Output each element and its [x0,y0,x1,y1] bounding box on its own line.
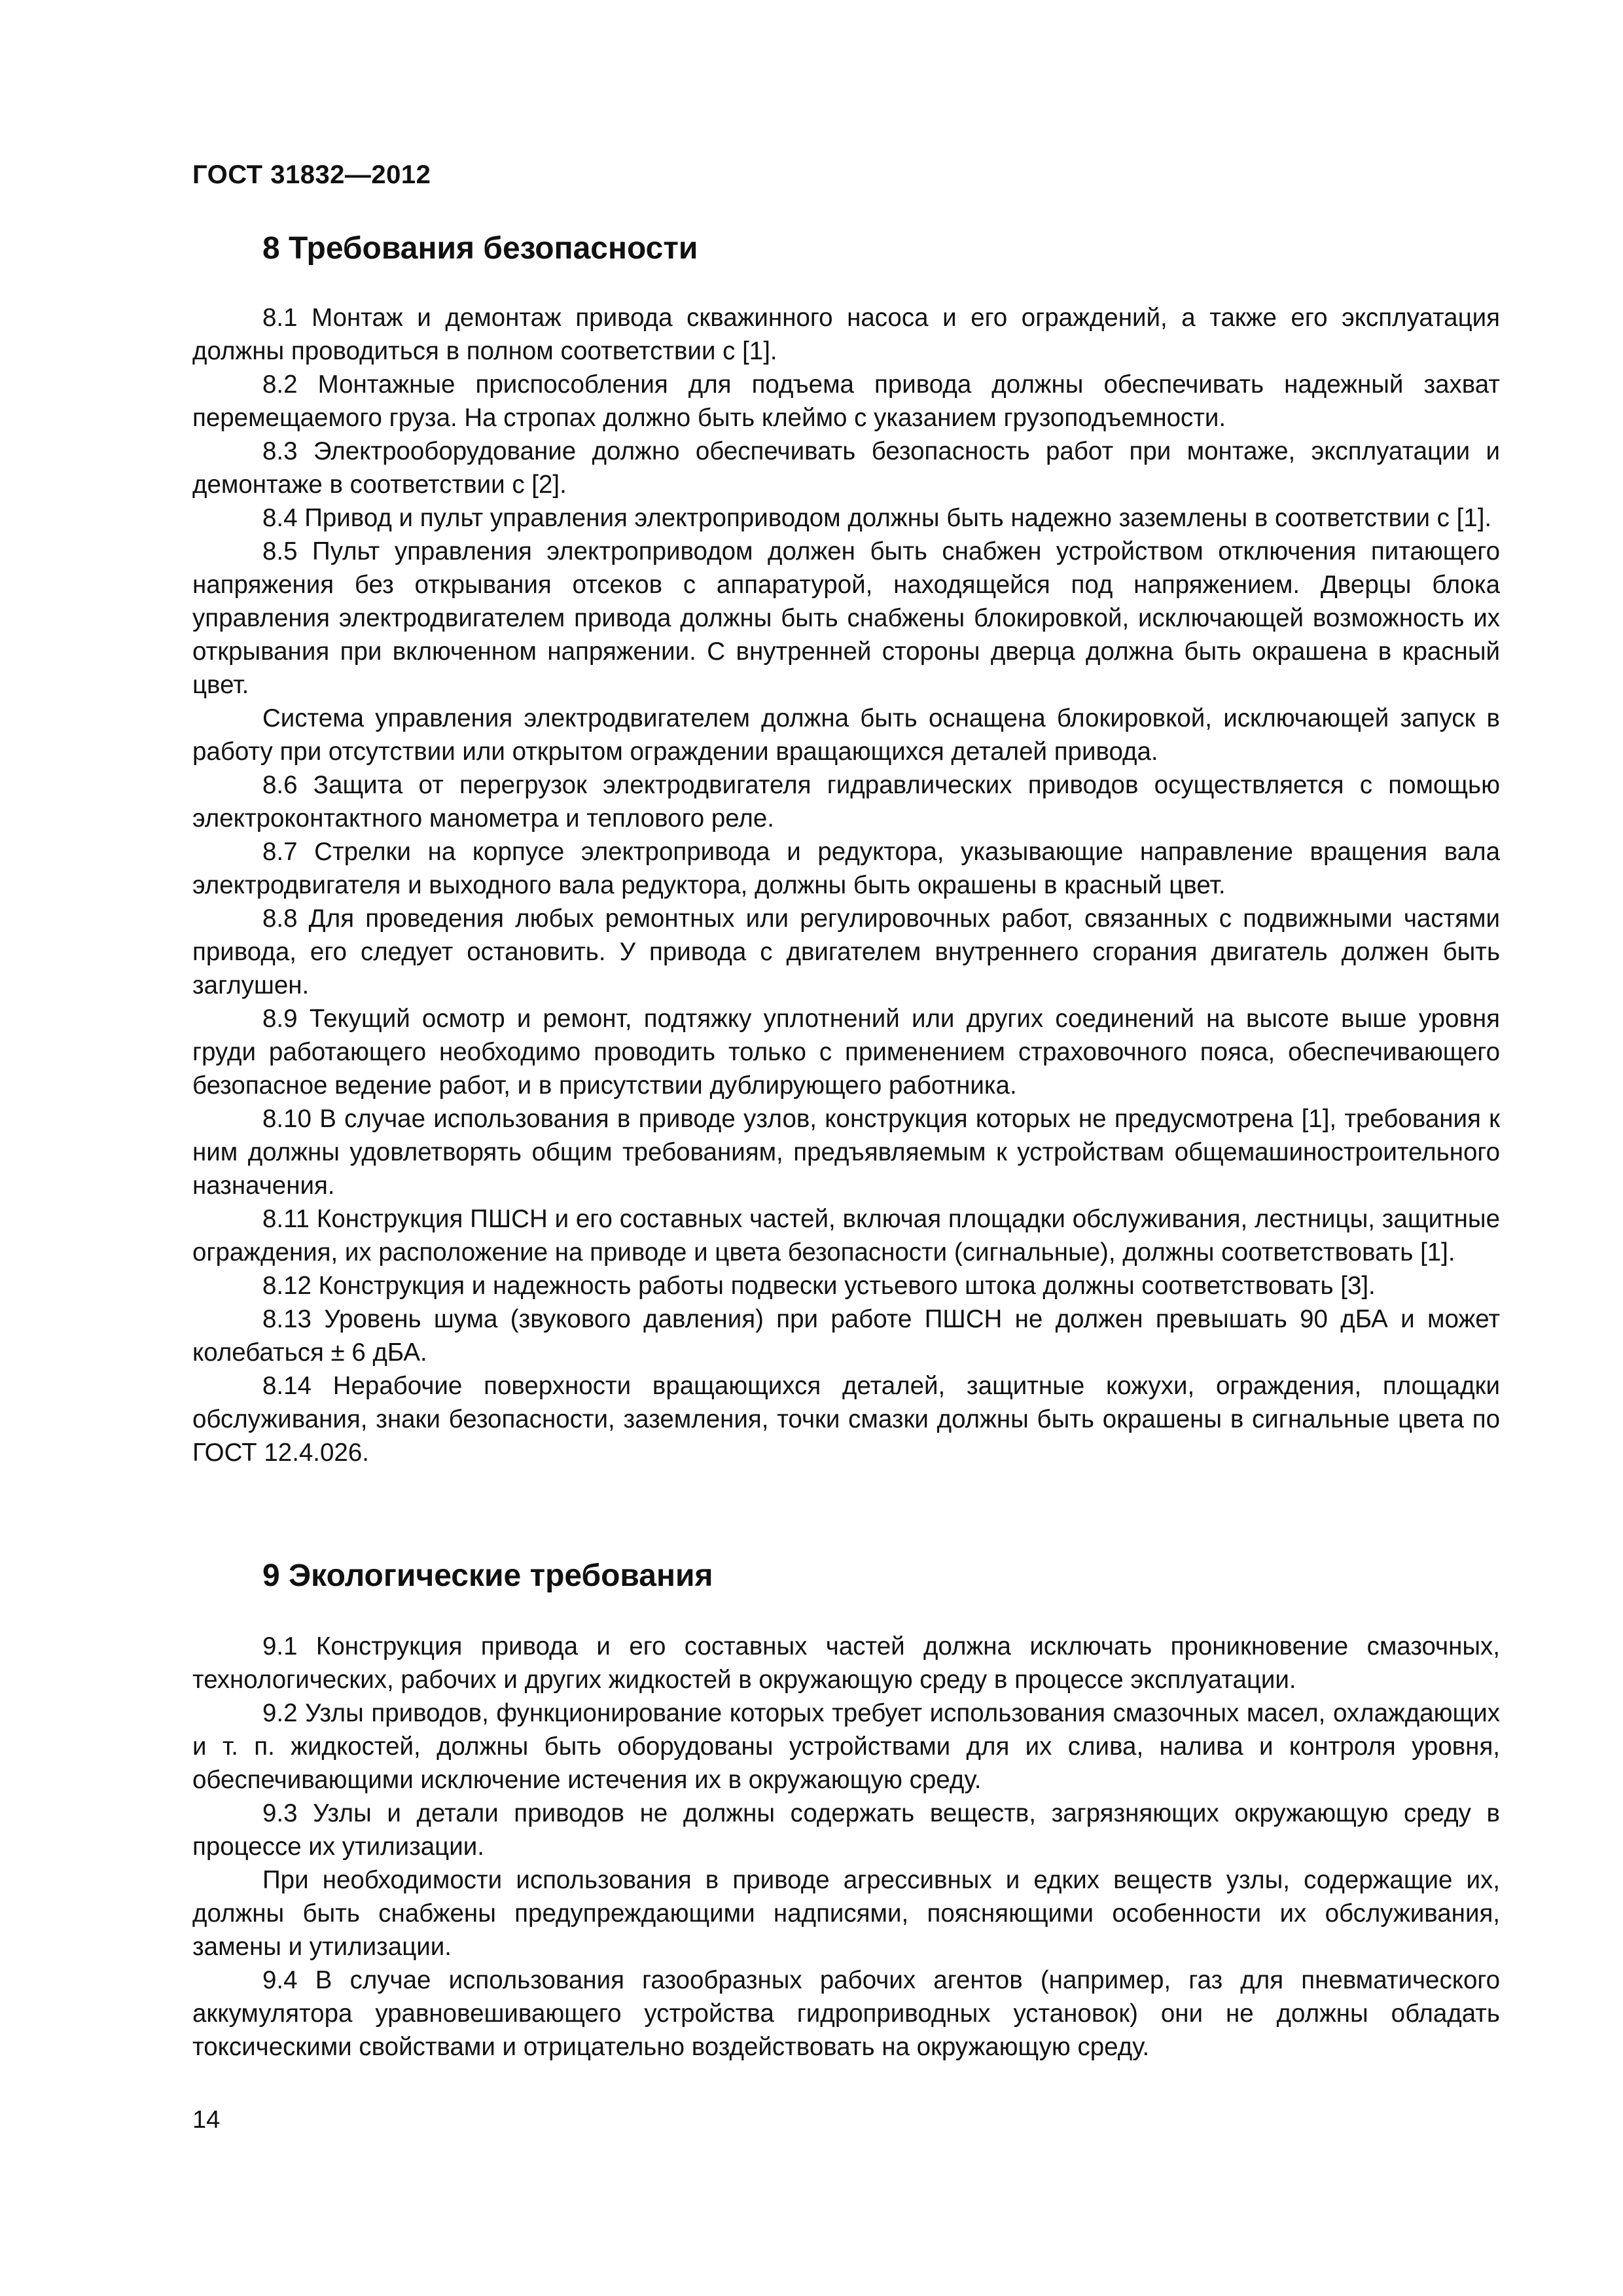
paragraph-8-3: 8.3 Электрооборудование должно обеспечивать безопасность работ при монтаже, эксплуатации и демонтаже в соответствии с [2]. [192,437,1500,499]
section-safety-requirements [192,229,1500,1469]
section-environmental-requirements [192,1556,1500,2064]
paragraph-8-12: 8.12 Конструкция и надежность работы подвески устьевого штока должны соответствовать [3]. [262,1272,1376,1300]
page-number: 14 [192,2106,221,2134]
paragraph-8-10: 8.10 В случае использования в приводе узлов, конструкция которых не предусмотрена [1], требования к ним должны удовлетворять общим требованиям, предъявляемым к устройствам общемашиностроительного назначения. [192,1105,1500,1200]
paragraph-9-4: 9.4 В случае использования газообразных рабочих агентов (например, газ для пневматического аккумулятора уравновешивающего устройства гидроприводных установок) они не должны обладать токсическими свойствами и отрицательно воздействовать на окружающую среду. [192,1966,1500,2061]
paragraph-8-4: 8.4 Привод и пульт управления электроприводом должны быть надежно заземлены в соответствии с [1]. [262,504,1492,532]
document-code-header: ГОСТ 31832—2012 [192,160,431,189]
paragraph-8-5: 8.5 Пульт управления электроприводом должен быть снабжен устройством отключения питающего напряжения без открывания отсеков с аппаратурой, находящейся под напряжением. Дверцы блока управления электродвигателем привода должны быть снабжены блокировкой, исключающей возможность их открывания при включенном напряжении. С внутренней стороны дверца должна быть окрашена в красный цвет. [192,537,1500,699]
paragraph-9-1: 9.1 Конструкция привода и его составных частей должна исключать проникновение смазочных, технологических, рабочих и других жидкостей в окружающую среду в процессе эксплуатации. [192,1632,1500,1694]
paragraph-8-5-continued: Система управления электродвигателем должна быть оснащена блокировкой, исключающей запуск в работу при отсутствии или открытом ограждении вращающихся деталей привода. [192,704,1500,766]
section-title: 8 Требования безопасности [262,231,698,266]
paragraph-8-11: 8.11 Конструкция ПШСН и его составных частей, включая площадки обслуживания, лестницы, защитные ограждения, их расположение на приводе и цвета безопасности (сигнальные), должны соответствовать [1]. [192,1205,1500,1266]
paragraph-8-8: 8.8 Для проведения любых ремонтных или регулировочных работ, связанных с подвижными частями привода, его следует остановить. У привода с двигателем внутреннего сгорания двигатель должен быть заглушен. [192,905,1500,999]
section-title: 9 Экологические требования [262,1558,713,1593]
paragraph-8-14: 8.14 Нерабочие поверхности вращающихся деталей, защитные кожухи, ограждения, площадки обслуживания, знаки безопасности, заземления, точки смазки должны быть окрашены в сигнальные цвета по ГОСТ 12.4.026. [192,1372,1500,1467]
paragraph-8-7: 8.7 Стрелки на корпусе электропривода и редуктора, указывающие направление вращения вала электродвигателя и выходного вала редуктора, должны быть окрашены в красный цвет. [192,838,1500,899]
paragraph-8-9: 8.9 Текущий осмотр и ремонт, подтяжку уплотнений или других соединений на высоте выше уровня груди работающего необходимо проводить только с применением страховочного пояса, обеспечивающего безопасное ведение работ, и в присутствии дублирующего работника. [192,1005,1500,1100]
paragraph-9-3: 9.3 Узлы и детали приводов не должны содержать веществ, загрязняющих окружающую среду в процессе их утилизации. [192,1799,1500,1861]
paragraph-8-1: 8.1 Монтаж и демонтаж привода скважинного насоса и его ограждений, а также его эксплуатация должны проводиться в полном соответствии с [1]. [192,304,1500,365]
paragraph-9-2: 9.2 Узлы приводов, функционирование которых требует использования смазочных масел, охлаждающих и т. п. жидкостей, должны быть оборудованы устройствами для их слива, налива и контроля уровня, обеспечивающими исключение истечения их в окружающую среду. [192,1699,1500,1794]
paragraph-8-13: 8.13 Уровень шума (звукового давления) при работе ПШСН не должен превышать 90 дБА и может колебаться ± 6 дБА. [192,1305,1500,1367]
paragraph-8-6: 8.6 Защита от перегрузок электродвигателя гидравлических приводов осуществляется с помощью электроконтактного манометра и теплового реле. [192,771,1500,833]
paragraph-8-2: 8.2 Монтажные приспособления для подъема привода должны обеспечивать надежный захват перемещаемого груза. На стропах должно быть клеймо с указанием грузоподъемности. [192,370,1500,432]
paragraph-9-3-continued: При необходимости использования в приводе агрессивных и едких веществ узлы, содержащие их, должны быть снабжены предупреждающими надписями, поясняющими особенности их обслуживания, замены и утилизации. [192,1866,1500,1961]
